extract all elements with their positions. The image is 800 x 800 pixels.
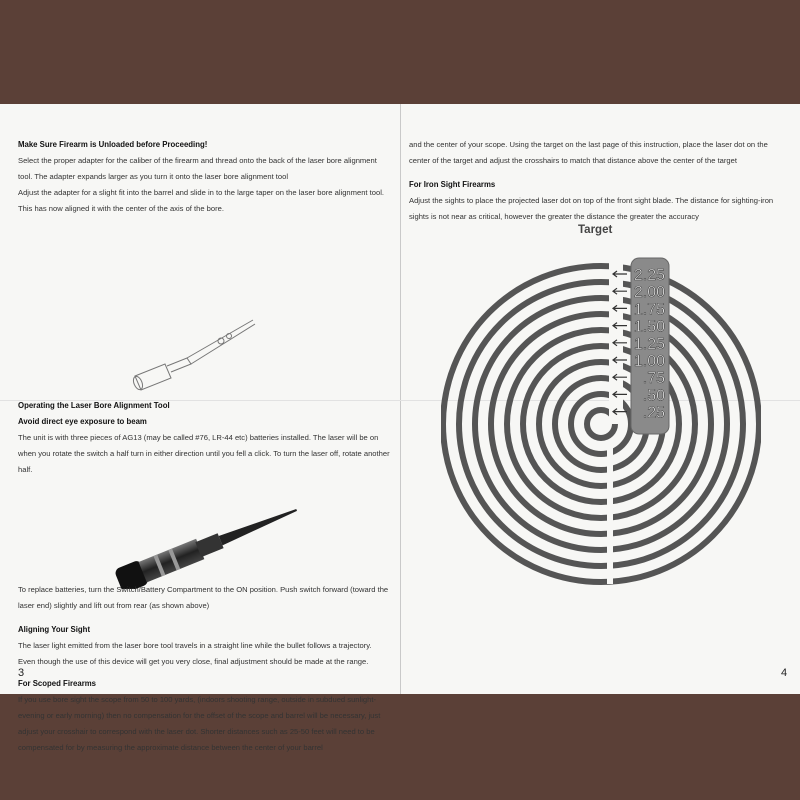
target-title: Target	[578, 224, 613, 236]
right-section-iron	[409, 177, 791, 225]
paragraph-adapter: Select the proper adapter for the caliber of the firearm and thread onto the back of the laser bore alignment tool. The adapter expands larger as you turn it onto the laser bore alignment tool	[18, 156, 377, 181]
scale-label: .75	[642, 370, 665, 388]
left-section-unload	[18, 137, 390, 217]
left-section-replace	[18, 582, 390, 614]
paragraph-scope-center: and the center of your scope. Using the target on the last page of this instruction, place the laser dot on the center of the target and adjust the crosshairs to match that distance above the center of the target	[409, 140, 768, 165]
scale-label: .25	[642, 404, 665, 422]
heading-operating: Operating the Laser Bore Alignment Tool	[18, 401, 170, 410]
target-ring	[475, 298, 727, 550]
target-diagram	[441, 244, 761, 589]
scale-label: 1.50	[633, 318, 665, 336]
paragraph-trajectory: The laser light emitted from the laser bore tool travels in a straight line while the bullet follows a trajectory. Even though the use of this device will get you very close, final adjustment should be made at the range.	[18, 641, 372, 666]
manual-sheet	[0, 104, 800, 752]
heading-unload: Make Sure Firearm is Unloaded before Proceeding!	[18, 140, 208, 149]
paragraph-replace-batteries: To replace batteries, turn the Switch/Battery Compartment to the ON position. Push switch forward (toward the laser end) slightly and lift out from rear (as shown above)	[18, 585, 389, 610]
page-number-left: 3	[18, 667, 25, 679]
paragraph-adjust: Adjust the adapter for a slight fit into the barrel and slide in to the large taper on the laser bore alignment tool. This has now aligned it with the center of the axis of the bore.	[18, 188, 384, 213]
paragraph-scoped: If you use bore sight the scope from 50 to 100 yards, (indoors shooting range, outside in subdued sunlight-evening or early morning) then no compensation for the offset of the scope and barrel will be necessary, just adjust your crosshair to correspond with the laser dot. Shorter distances such as 25-50 feet will need to be compensated for by measuring the approximate distance between the center of your barrel	[18, 695, 381, 752]
scale-label: 1.00	[633, 353, 665, 370]
scale-label: 1.25	[633, 335, 665, 353]
heading-iron-sight: For Iron Sight Firearms	[409, 180, 496, 189]
left-page	[0, 104, 400, 752]
page-number-right: 4	[781, 667, 788, 679]
paragraph-batteries: The unit is with three pieces of AG13 (may be called #76, LR-44 etc) batteries installed. The laser will be on when you rotate the switch a half turn in either direction until you fell a click. To turn the laser off, rotate another half.	[18, 433, 390, 474]
lower-gap	[607, 444, 613, 584]
right-page	[401, 104, 800, 694]
scale-label: 1.75	[633, 301, 665, 319]
paragraph-iron-sight: Adjust the sights to place the projected laser dot on top of the front sight blade. The distance for sighting-iron sights is not near as critical, however the greater the distance the greater the accuracy	[409, 196, 774, 221]
bore-tool-illustration	[125, 306, 265, 396]
left-section-scoped	[18, 676, 390, 756]
right-section-scope	[409, 137, 791, 169]
heading-aligning: Aligning Your Sight	[18, 625, 91, 634]
target-ring	[459, 282, 743, 566]
laser-tool-photo	[105, 484, 305, 589]
scale-label: .50	[642, 387, 665, 405]
heading-scoped: For Scoped Firearms	[18, 679, 96, 688]
left-section-operating	[18, 398, 390, 478]
heading-eye-warning: Avoid direct eye exposure to beam	[18, 417, 147, 426]
scale-label: 2.25	[633, 267, 665, 284]
scale-label: 2.00	[633, 284, 665, 302]
left-section-aligning	[18, 622, 390, 670]
